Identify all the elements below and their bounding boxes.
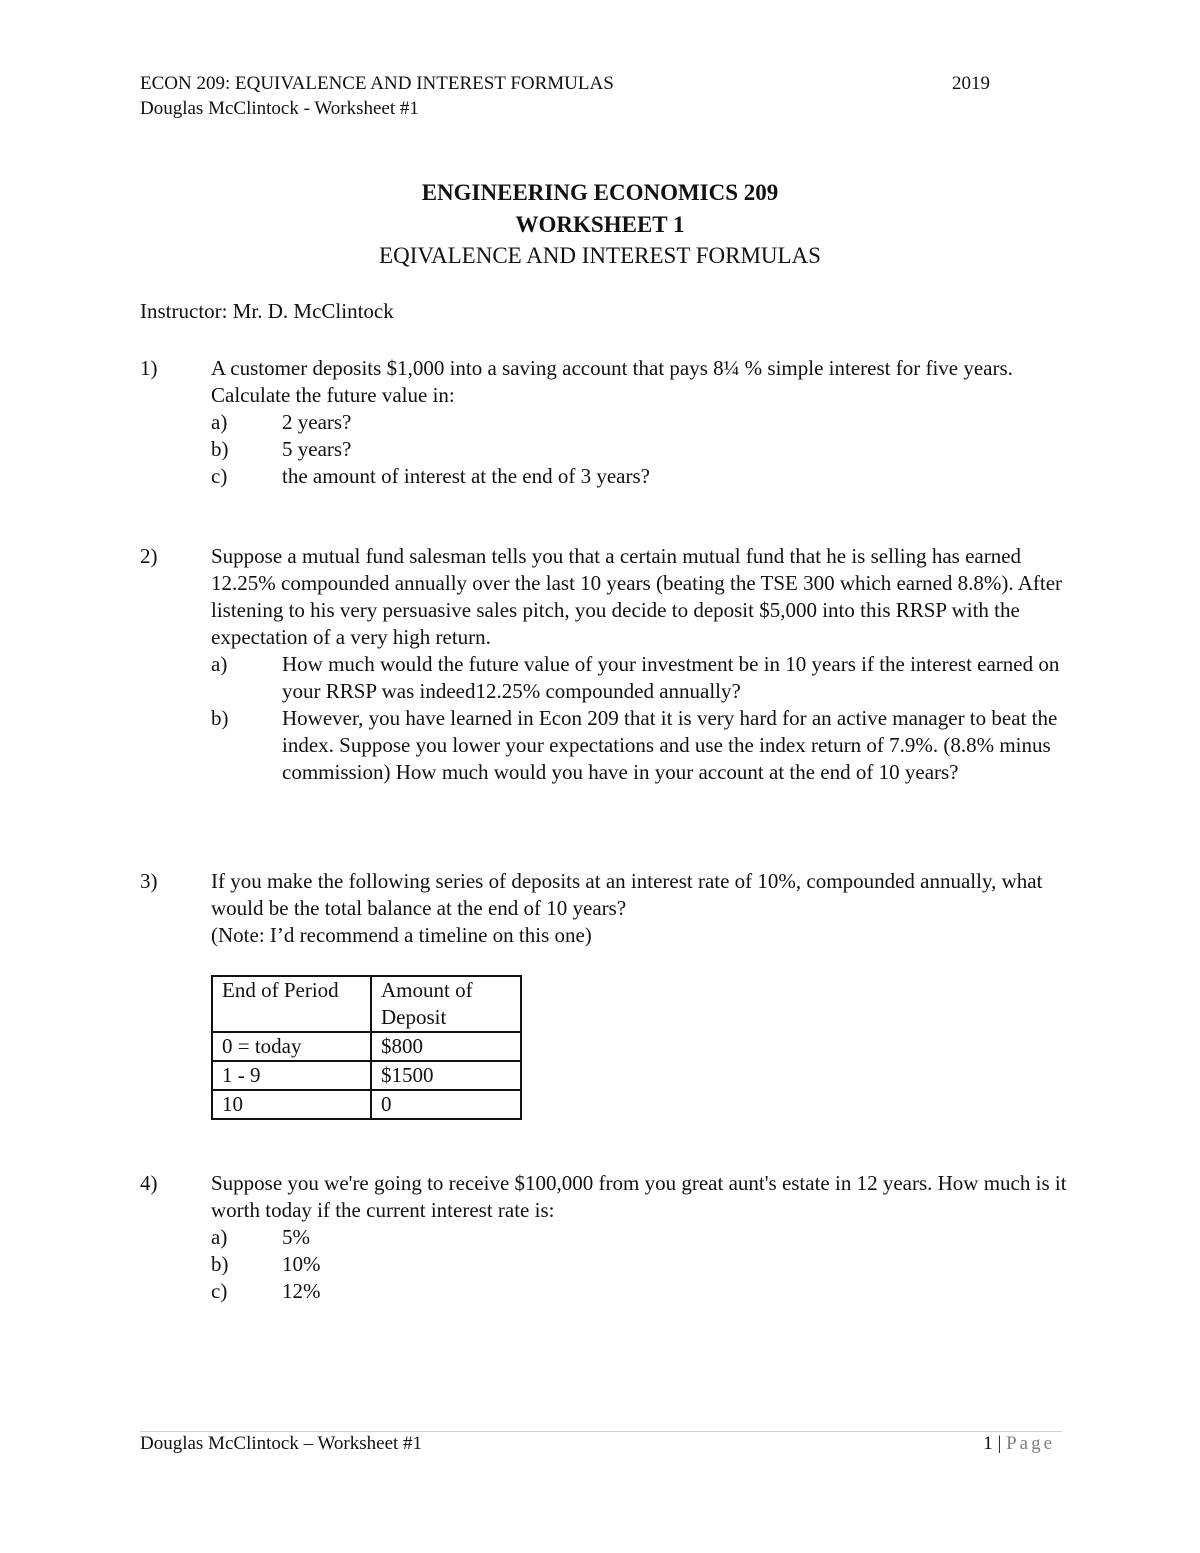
instructor-line: Instructor: Mr. D. McClintock [140, 299, 394, 323]
question-number: 4) [140, 1171, 158, 1195]
part-letter: b) [211, 706, 229, 730]
question-part [211, 705, 1070, 786]
footer-divider [140, 1431, 1062, 1432]
table-row [212, 1090, 521, 1119]
title-worksheet: WORKSHEET 1 [515, 212, 685, 237]
part-text: 5 years? [282, 437, 352, 461]
part-text: 5% [282, 1225, 310, 1249]
part-text: 12% [282, 1279, 321, 1303]
part-letter: b) [211, 437, 229, 461]
question-note: (Note: I’d recommend a timeline on this one) [211, 923, 592, 947]
deposit-table [211, 975, 522, 1120]
question-text: Suppose you we're going to receive $100,000 from you great aunt's estate in 12 years. How much is it worth today if the current interest rate is: [211, 1171, 1067, 1222]
part-letter: a) [211, 1225, 228, 1249]
part-letter: a) [211, 652, 228, 676]
page-label: Page [1006, 1433, 1055, 1454]
part-text: the amount of interest at the end of 3 years? [282, 464, 650, 488]
question-number: 3) [140, 869, 158, 893]
table-header-cell: Amount of Deposit [371, 976, 521, 1032]
question-1 [140, 355, 1070, 490]
question-number: 1) [140, 356, 158, 380]
page-number: 1 [983, 1433, 993, 1454]
table-cell: 0 = today [212, 1032, 371, 1061]
question-part [211, 1278, 1070, 1305]
table-header-row [212, 976, 521, 1032]
part-letter: c) [211, 464, 228, 488]
table-cell: 1 - 9 [212, 1061, 371, 1090]
question-text: Suppose a mutual fund salesman tells you that a certain mutual fund that he is selling has earned 12.25% compounded annually over the last 10 years (beating the TSE 300 which earned 8.8%). After listening to his very persuasive sales pitch, you decide to deposit $5,000 into this RRSP with the expectation of a very high return. [211, 544, 1063, 649]
part-letter: c) [211, 1279, 228, 1303]
table-cell: 0 [371, 1090, 521, 1119]
part-letter: a) [211, 410, 228, 434]
table-row [212, 1032, 521, 1061]
question-text: A customer deposits $1,000 into a saving account that pays 8¼ % simple interest for five years. Calculate the future value in: [211, 356, 1013, 407]
title-course: ENGINEERING ECONOMICS 209 [421, 180, 779, 205]
question-part [211, 651, 1070, 705]
part-letter: b) [211, 1252, 229, 1276]
part-text: However, you have learned in Econ 209 that it is very hard for an active manager to beat the index. Suppose you lower your expectations and use the index return of 7.9%. (8.8% minus commission) How much would you have in your account at the end of 10 years? [282, 706, 1058, 784]
table-header-cell: End of Period [212, 976, 371, 1032]
question-part [211, 1251, 1070, 1278]
title-topic: EQIVALENCE AND INTEREST FORMULAS [379, 243, 821, 268]
question-4 [140, 1170, 1070, 1305]
page-separator: | [997, 1433, 1002, 1454]
page-footer [140, 1433, 1055, 1455]
page-header [140, 73, 990, 95]
question-text: If you make the following series of deposits at an interest rate of 10%, compounded annually, what would be the total balance at the end of 10 years? [211, 869, 1043, 920]
table-row [212, 1061, 521, 1090]
question-part [211, 1224, 1070, 1251]
header-course: ECON 209: EQUIVALENCE AND INTEREST FORMULAS [140, 73, 614, 94]
footer-author: Douglas McClintock – Worksheet #1 [140, 1433, 423, 1454]
part-text: 2 years? [282, 410, 352, 434]
header-author-line: Douglas McClintock - Worksheet #1 [140, 98, 419, 119]
table-cell: 10 [212, 1090, 371, 1119]
table-cell: $1500 [371, 1061, 521, 1090]
part-text: 10% [282, 1252, 321, 1276]
question-part [211, 436, 1070, 463]
question-2 [140, 543, 1070, 786]
part-text: How much would the future value of your investment be in 10 years if the interest earned on your RRSP was indeed12.25% compounded annually? [282, 652, 1060, 703]
question-part [211, 409, 1070, 436]
question-3 [140, 868, 1070, 949]
table-cell: $800 [371, 1032, 521, 1061]
footer-page [983, 1433, 1055, 1455]
question-part [211, 463, 1070, 490]
header-year: 2019 [952, 73, 990, 94]
question-number: 2) [140, 544, 158, 568]
